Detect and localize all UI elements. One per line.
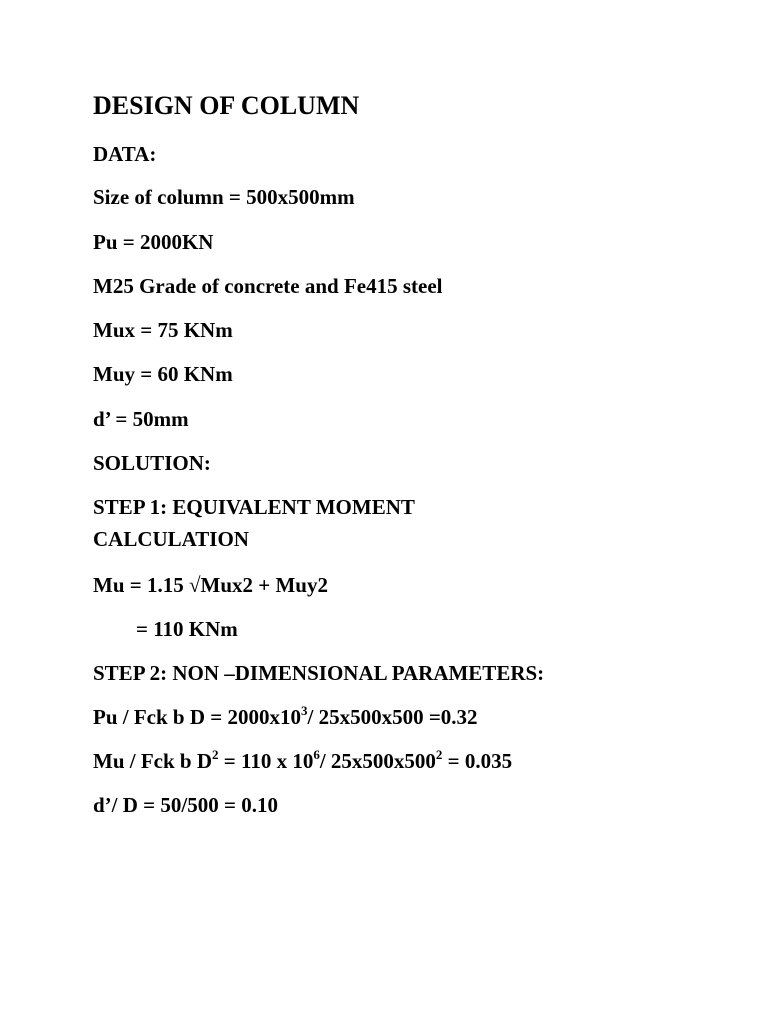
- eq2-part-d: = 0.035: [442, 749, 513, 773]
- step2-equation-1: [93, 704, 478, 730]
- data-line-mux: Mux = 75 KNm: [93, 318, 233, 342]
- data-line-muy: Muy = 60 KNm: [93, 362, 233, 386]
- step1-heading-line2: CALCULATION: [93, 527, 249, 551]
- data-line-pu: Pu = 2000KN: [93, 230, 214, 254]
- data-line-column-size: Size of column = 500x500mm: [93, 185, 355, 209]
- step1-formula: Mu = 1.15 √Mux2 + Muy2: [93, 573, 328, 597]
- eq1-superscript: 3: [300, 703, 308, 718]
- eq1-part-b: / 25x500x500 =0.32: [307, 705, 478, 729]
- step1-heading-line1: STEP 1: EQUIVALENT MOMENT: [93, 495, 415, 519]
- eq2-superscript-3: 2: [435, 747, 443, 762]
- eq2-superscript-2: 6: [313, 747, 320, 762]
- eq1-part-a: Pu / Fck b D = 2000x10: [93, 705, 301, 729]
- data-line-d-prime: d’ = 50mm: [93, 407, 189, 431]
- eq2-superscript-1: 2: [212, 747, 219, 762]
- solution-heading: SOLUTION:: [93, 451, 211, 475]
- data-line-grade: M25 Grade of concrete and Fe415 steel: [93, 274, 443, 298]
- eq2-part-a: Mu / Fck b D: [93, 749, 213, 773]
- step2-equation-3: d’/ D = 50/500 = 0.10: [93, 793, 278, 817]
- step1-result: = 110 KNm: [136, 617, 238, 641]
- document-title: DESIGN OF COLUMN: [93, 91, 360, 120]
- eq2-part-b: = 110 x 10: [218, 749, 314, 773]
- step2-equation-2: [93, 748, 512, 774]
- eq2-part-c: / 25x500x500: [319, 749, 436, 773]
- step2-heading: STEP 2: NON –DIMENSIONAL PARAMETERS:: [93, 661, 545, 685]
- data-heading: DATA:: [93, 142, 157, 166]
